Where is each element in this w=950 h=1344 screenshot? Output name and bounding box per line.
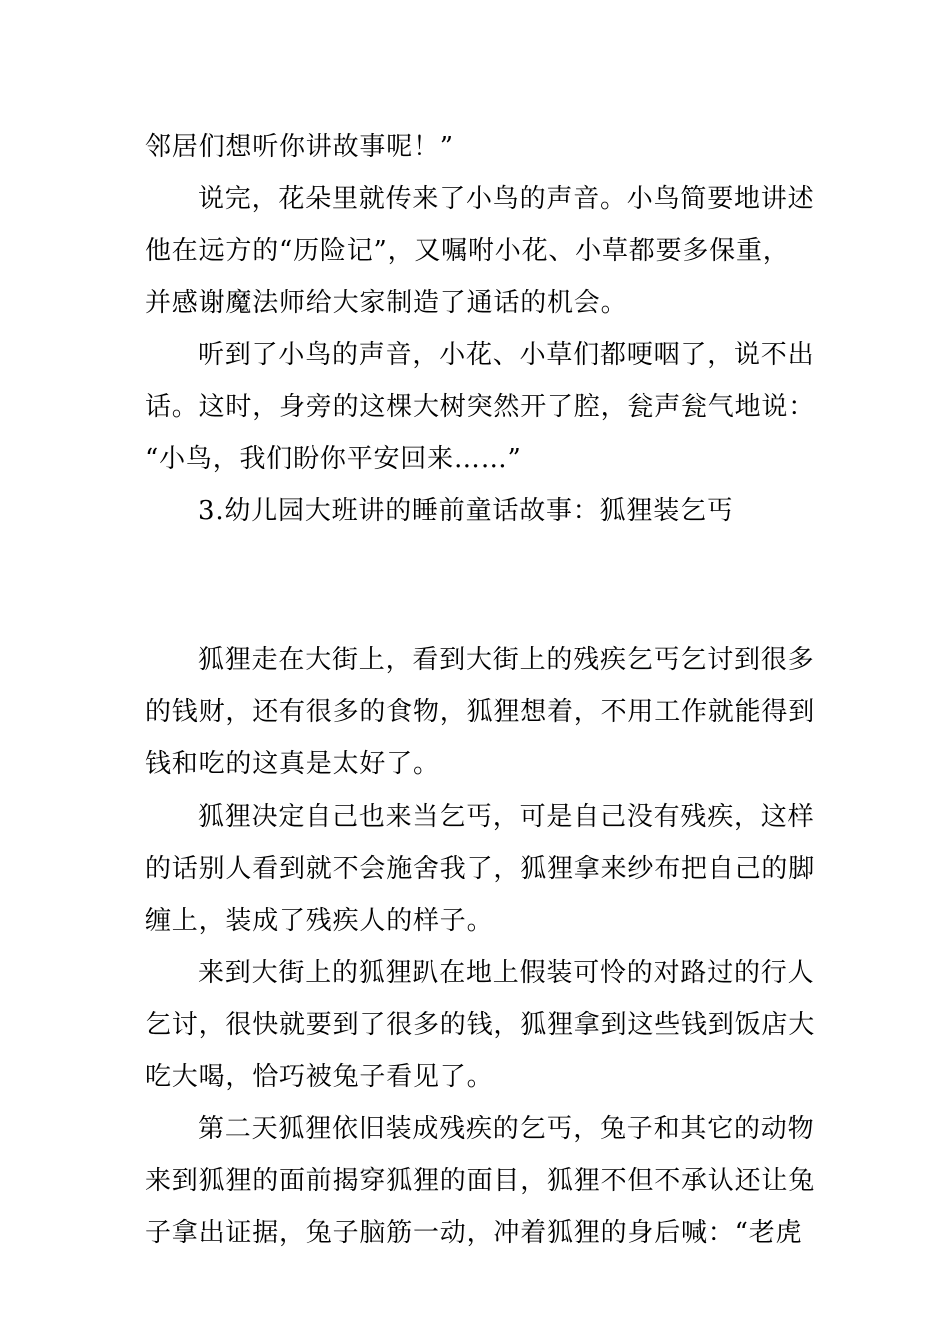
section-heading: 3.幼儿园大班讲的睡前童话故事：狐狸装乞丐 [198,496,734,526]
paragraph-first-line: 听到了小鸟的声音，小花、小草们都哽咽了，说不出 [198,340,815,370]
paragraph-first-line: 狐狸决定自己也来当乞丐，可是自己没有残疾，这样 [198,802,815,832]
text-line: “小鸟，我们盼你平安回来……” [145,444,522,474]
text-line: 乞讨，很快就要到了很多的钱，狐狸拿到这些钱到饭店大 [145,1010,816,1040]
text-line: 钱和吃的这真是太好了。 [145,749,440,779]
text-line: 吃大喝，恰巧被兔子看见了。 [145,1062,494,1092]
text-line: 并感谢魔法师给大家制造了通话的机会。 [145,288,628,318]
paragraph-first-line: 说完，花朵里就传来了小鸟的声音。小鸟简要地讲述 [198,184,815,214]
text-line: 邻居们想听你讲故事呢！” [145,132,454,162]
text-line: 缠上，装成了残疾人的样子。 [145,906,494,936]
text-line: 话。这时，身旁的这棵大树突然开了腔，瓮声瓮气地说： [145,392,816,422]
paragraph-first-line: 狐狸走在大街上，看到大街上的残疾乞丐乞讨到很多 [198,645,815,675]
text-line: 子拿出证据，兔子脑筋一动，冲着狐狸的身后喊：“老虎 [145,1218,803,1248]
text-line: 的钱财，还有很多的食物，狐狸想着，不用工作就能得到 [145,697,816,727]
text-line: 来到狐狸的面前揭穿狐狸的面目，狐狸不但不承认还让兔 [145,1166,816,1196]
text-line: 他在远方的“历险记”，又嘱咐小花、小草都要多保重， [145,236,790,266]
paragraph-first-line: 第二天狐狸依旧装成残疾的乞丐，兔子和其它的动物 [198,1114,815,1144]
text-line: 的话别人看到就不会施舍我了，狐狸拿来纱布把自己的脚 [145,854,816,884]
paragraph-first-line: 来到大街上的狐狸趴在地上假装可怜的对路过的行人 [198,958,815,988]
